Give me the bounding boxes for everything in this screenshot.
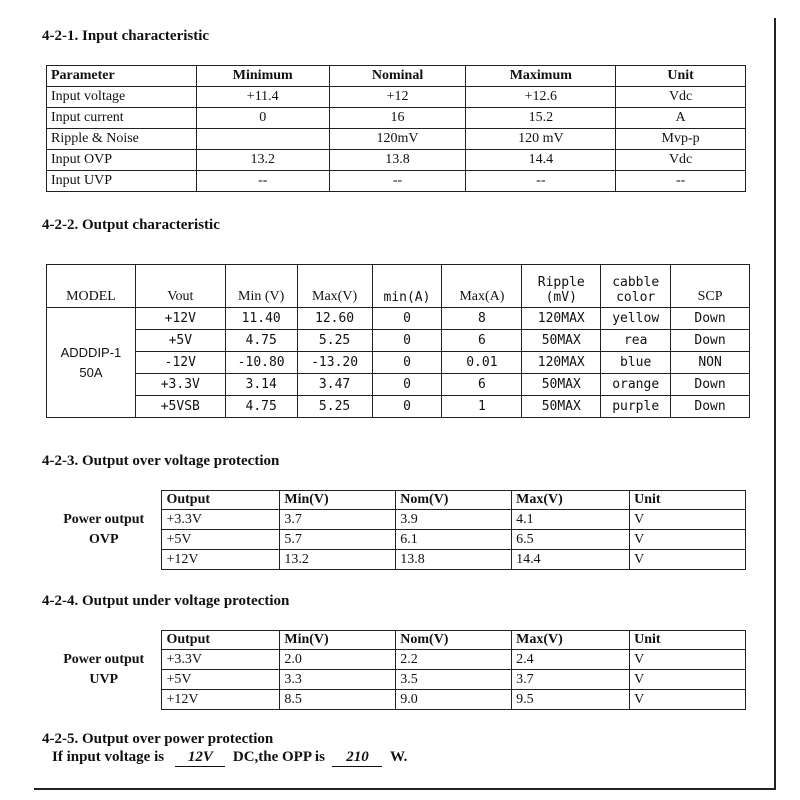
table-cell: 0 bbox=[196, 108, 329, 129]
table-cell: 15.2 bbox=[466, 108, 616, 129]
table-cell: 11.40 bbox=[225, 308, 297, 330]
table-cell: V bbox=[630, 670, 746, 690]
table-cell: V bbox=[630, 510, 746, 530]
table-cell: NON bbox=[671, 352, 750, 374]
header-cell: Ripple (mV) bbox=[522, 265, 601, 308]
table-cell: 120 mV bbox=[466, 129, 616, 150]
output-characteristic-table bbox=[46, 264, 750, 418]
table-cell: +12.6 bbox=[466, 87, 616, 108]
table-cell: 14.4 bbox=[466, 150, 616, 171]
table-cell: 5.25 bbox=[297, 396, 372, 418]
header-cell: Minimum bbox=[196, 66, 329, 87]
table-row bbox=[47, 150, 746, 171]
table-cell: 50MAX bbox=[522, 396, 601, 418]
table-cell: purple bbox=[601, 396, 671, 418]
table-cell: orange bbox=[601, 374, 671, 396]
table-cell: 3.3 bbox=[280, 670, 396, 690]
table-cell: 13.2 bbox=[196, 150, 329, 171]
header-cell: cabble color bbox=[601, 265, 671, 308]
table-cell: 3.9 bbox=[396, 510, 512, 530]
table-cell: 6 bbox=[442, 374, 522, 396]
opp-suffix: W. bbox=[389, 749, 408, 765]
table-cell: +3.3V bbox=[162, 510, 280, 530]
table-cell: 120MAX bbox=[522, 308, 601, 330]
table-cell: -10.80 bbox=[225, 352, 297, 374]
header-cell: MODEL bbox=[47, 265, 136, 308]
table-cell: -- bbox=[466, 171, 616, 192]
table-cell: 3.7 bbox=[512, 670, 630, 690]
table-cell: Mvp-p bbox=[616, 129, 746, 150]
table-cell: Down bbox=[671, 374, 750, 396]
table-cell: 9.5 bbox=[512, 690, 630, 710]
header-cell: Min(V) bbox=[280, 631, 396, 650]
table-cell: rea bbox=[601, 330, 671, 352]
table-cell: 120MAX bbox=[522, 352, 601, 374]
table-cell: 0.01 bbox=[442, 352, 522, 374]
table-cell: Vdc bbox=[616, 87, 746, 108]
table-cell: 6.1 bbox=[396, 530, 512, 550]
table-cell: Vdc bbox=[616, 150, 746, 171]
table-cell: +12V bbox=[162, 550, 280, 570]
header-cell: Min(V) bbox=[280, 491, 396, 510]
uvp-label bbox=[46, 650, 162, 710]
table-row bbox=[47, 87, 746, 108]
table-cell: V bbox=[630, 550, 746, 570]
blank-cell bbox=[46, 631, 162, 650]
opp-statement bbox=[52, 749, 407, 767]
table-cell: 12.60 bbox=[297, 308, 372, 330]
table-cell: blue bbox=[601, 352, 671, 374]
table-cell: -13.20 bbox=[297, 352, 372, 374]
table-cell: 120mV bbox=[329, 129, 466, 150]
table-cell: +3.3V bbox=[135, 374, 225, 396]
table-row bbox=[47, 129, 746, 150]
header-cell: Parameter bbox=[47, 66, 197, 87]
ovp-table bbox=[46, 490, 746, 570]
table-header-row bbox=[47, 265, 750, 308]
table-cell: -- bbox=[616, 171, 746, 192]
table-cell: Input UVP bbox=[47, 171, 197, 192]
table-row bbox=[47, 330, 750, 352]
uvp-label-line1: Power output bbox=[63, 651, 145, 667]
table-cell: Ripple & Noise bbox=[47, 129, 197, 150]
table-cell bbox=[196, 129, 329, 150]
table-cell: 2.2 bbox=[396, 650, 512, 670]
section-title-input: 4-2-1. Input characteristic bbox=[42, 28, 210, 44]
model-name: ADDDIP-1 bbox=[60, 344, 122, 360]
table-cell: 4.75 bbox=[225, 396, 297, 418]
header-cell: SCP bbox=[671, 265, 750, 308]
table-cell: 13.2 bbox=[280, 550, 396, 570]
section-title-uvp: 4-2-4. Output under voltage protection bbox=[42, 593, 290, 609]
table-cell: 3.5 bbox=[396, 670, 512, 690]
table-cell: 0 bbox=[372, 308, 442, 330]
table-cell: 16 bbox=[329, 108, 466, 129]
table-row bbox=[46, 650, 746, 670]
table-row bbox=[47, 108, 746, 129]
table-cell: 13.8 bbox=[329, 150, 466, 171]
table-cell: A bbox=[616, 108, 746, 129]
table-cell: Input voltage bbox=[47, 87, 197, 108]
table-cell: +11.4 bbox=[196, 87, 329, 108]
model-current: 50A bbox=[79, 364, 103, 380]
table-cell: 3.47 bbox=[297, 374, 372, 396]
table-cell: 6.5 bbox=[512, 530, 630, 550]
table-cell: +5VSB bbox=[135, 396, 225, 418]
table-header-row bbox=[46, 491, 746, 510]
uvp-table bbox=[46, 630, 746, 710]
section-title-output: 4-2-2. Output characteristic bbox=[42, 217, 220, 233]
table-cell: 0 bbox=[372, 352, 442, 374]
table-cell: 5.7 bbox=[280, 530, 396, 550]
header-cell: Unit bbox=[616, 66, 746, 87]
table-cell: +5V bbox=[135, 330, 225, 352]
table-cell: 50MAX bbox=[522, 374, 601, 396]
opp-middle: DC,the OPP is bbox=[232, 749, 325, 765]
section-title-ovp: 4-2-3. Output over voltage protection bbox=[42, 453, 280, 469]
table-cell: +5V bbox=[162, 670, 280, 690]
header-cell: Max(V) bbox=[512, 631, 630, 650]
table-cell: 2.4 bbox=[512, 650, 630, 670]
table-row bbox=[46, 510, 746, 530]
table-cell: +12V bbox=[135, 308, 225, 330]
table-cell: 8.5 bbox=[280, 690, 396, 710]
opp-power: 210 bbox=[332, 749, 382, 767]
table-row bbox=[47, 374, 750, 396]
header-cell: Output bbox=[162, 631, 280, 650]
header-cell: Maximum bbox=[466, 66, 616, 87]
section-title-opp: 4-2-5. Output over power protection bbox=[42, 731, 274, 747]
table-cell: +3.3V bbox=[162, 650, 280, 670]
header-cell: Vout bbox=[135, 265, 225, 308]
table-row bbox=[47, 352, 750, 374]
header-cell: Min (V) bbox=[225, 265, 297, 308]
table-cell: +5V bbox=[162, 530, 280, 550]
table-cell: +12 bbox=[329, 87, 466, 108]
table-cell: 50MAX bbox=[522, 330, 601, 352]
table-row bbox=[47, 171, 746, 192]
header-cell: Max(V) bbox=[512, 491, 630, 510]
table-cell: 4.1 bbox=[512, 510, 630, 530]
table-cell: Down bbox=[671, 330, 750, 352]
header-cell: Unit bbox=[630, 491, 746, 510]
table-cell: 0 bbox=[372, 330, 442, 352]
header-cell: Nom(V) bbox=[396, 491, 512, 510]
table-cell: 13.8 bbox=[396, 550, 512, 570]
table-header-row bbox=[46, 631, 746, 650]
table-cell: 3.14 bbox=[225, 374, 297, 396]
header-cell: Nominal bbox=[329, 66, 466, 87]
uvp-label-line2: UVP bbox=[89, 671, 119, 687]
header-cell: Nom(V) bbox=[396, 631, 512, 650]
table-cell: 4.75 bbox=[225, 330, 297, 352]
table-header-row bbox=[47, 66, 746, 87]
input-characteristic-table bbox=[46, 65, 746, 192]
table-cell: Input OVP bbox=[47, 150, 197, 171]
table-cell: -12V bbox=[135, 352, 225, 374]
table-cell: +12V bbox=[162, 690, 280, 710]
table-cell: 0 bbox=[372, 396, 442, 418]
table-cell: 2.0 bbox=[280, 650, 396, 670]
table-cell: 1 bbox=[442, 396, 522, 418]
header-cell: Max(V) bbox=[297, 265, 372, 308]
model-cell bbox=[47, 308, 136, 418]
table-cell: -- bbox=[196, 171, 329, 192]
header-cell: min(A) bbox=[372, 265, 442, 308]
blank-cell bbox=[46, 491, 162, 510]
table-cell: 3.7 bbox=[280, 510, 396, 530]
table-cell: 14.4 bbox=[512, 550, 630, 570]
header-cell: Output bbox=[162, 491, 280, 510]
header-cell: Max(A) bbox=[442, 265, 522, 308]
table-cell: 8 bbox=[442, 308, 522, 330]
table-cell: 9.0 bbox=[396, 690, 512, 710]
table-cell: yellow bbox=[601, 308, 671, 330]
header-cell: Unit bbox=[630, 631, 746, 650]
table-cell: Down bbox=[671, 396, 750, 418]
opp-voltage: 12V bbox=[175, 749, 225, 767]
ovp-label-line2: OVP bbox=[88, 531, 119, 547]
table-cell: V bbox=[630, 650, 746, 670]
table-cell: -- bbox=[329, 171, 466, 192]
opp-prefix: If input voltage is bbox=[52, 749, 165, 765]
table-cell: 6 bbox=[442, 330, 522, 352]
table-cell: V bbox=[630, 530, 746, 550]
ovp-label-line1: Power output bbox=[63, 511, 145, 527]
table-cell: 5.25 bbox=[297, 330, 372, 352]
ovp-label bbox=[46, 510, 162, 570]
table-cell: Down bbox=[671, 308, 750, 330]
table-cell: V bbox=[630, 690, 746, 710]
table-cell: Input current bbox=[47, 108, 197, 129]
table-row bbox=[47, 308, 750, 330]
table-row bbox=[47, 396, 750, 418]
table-cell: 0 bbox=[372, 374, 442, 396]
